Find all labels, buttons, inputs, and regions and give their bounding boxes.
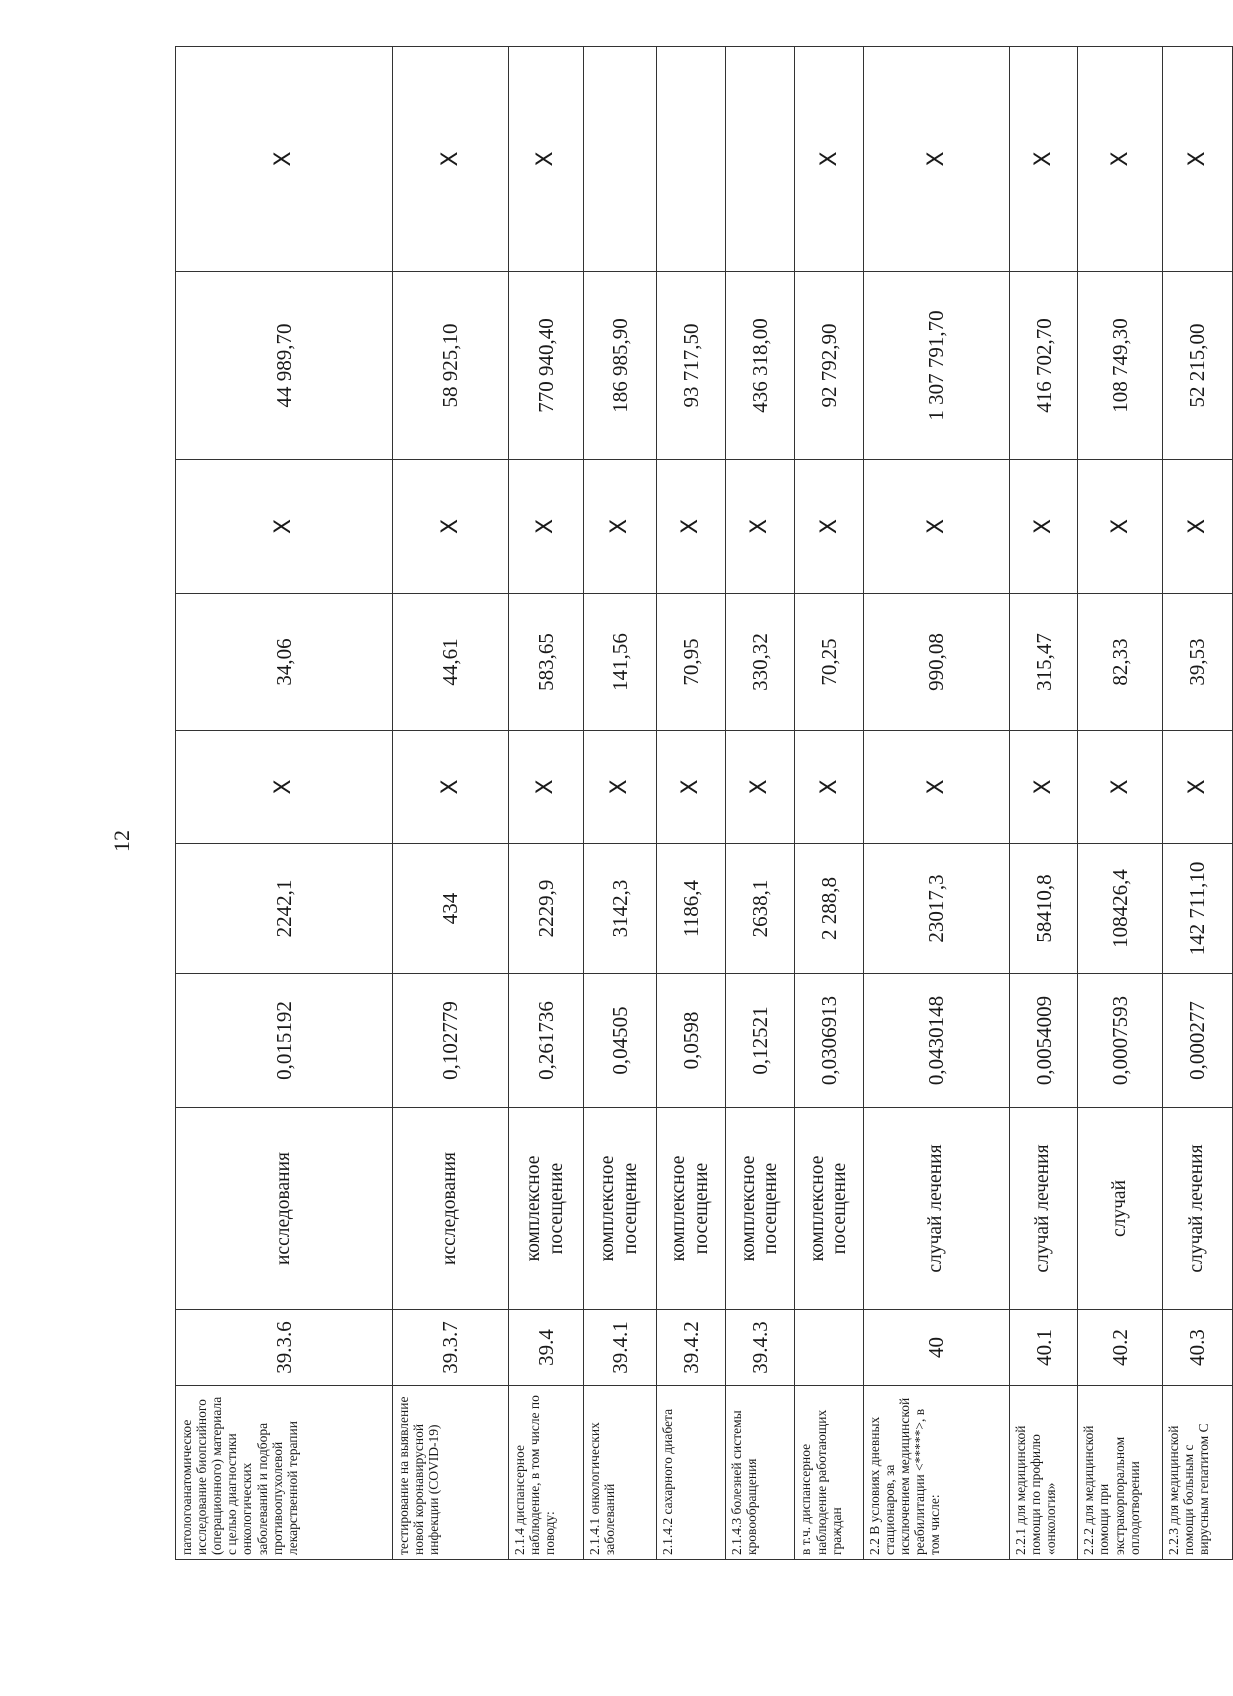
table-row <box>795 47 864 1560</box>
row-per-capita-cell: 82,33 <box>1078 594 1163 731</box>
row-col9-cell: X <box>1009 47 1078 272</box>
row-name-cell: 2.1.4.1 онкологических заболеваний <box>583 1386 657 1560</box>
row-name-cell: 2.2.1 для медицинской помощи по профилю «онкология» <box>1009 1386 1078 1560</box>
row-code-cell: 40.1 <box>1009 1310 1078 1386</box>
row-cost-norm-cell: 142 711,10 <box>1163 844 1233 974</box>
row-col7-cell: X <box>1078 460 1163 594</box>
table-row <box>863 47 1009 1560</box>
row-cost-norm-cell: 2242,1 <box>176 844 393 974</box>
row-code-cell: 39.4.1 <box>583 1310 657 1386</box>
row-code-cell <box>795 1310 864 1386</box>
row-col9-cell <box>725 47 795 272</box>
row-name-cell: тестирование на выявление новой коронавирусной инфекции (COVID-19) <box>392 1386 508 1560</box>
row-unit-cell: случай лечения <box>1163 1108 1233 1310</box>
row-per-capita-cell: 70,25 <box>795 594 864 731</box>
row-name-cell: 2.1.4.2 сахарного диабета <box>657 1386 726 1560</box>
row-total-cell: 108 749,30 <box>1078 272 1163 460</box>
row-per-capita-cell: 34,06 <box>176 594 393 731</box>
row-unit-cell: случай лечения <box>863 1108 1009 1310</box>
row-per-capita-cell: 315,47 <box>1009 594 1078 731</box>
norms-table <box>175 46 1233 1560</box>
row-cost-norm-cell: 434 <box>392 844 508 974</box>
row-total-cell: 92 792,90 <box>795 272 864 460</box>
row-col7-cell: X <box>1009 460 1078 594</box>
row-name-cell: 2.2 В условиях дневных стационаров, за исключением медицинской реабилитации <*****>, в том числе: <box>863 1386 1009 1560</box>
row-norm-volume-cell: 0,0306913 <box>795 974 864 1108</box>
row-col5-cell: X <box>863 731 1009 844</box>
row-col7-cell: X <box>1163 460 1233 594</box>
row-col5-cell: X <box>1163 731 1233 844</box>
row-code-cell: 39.3.7 <box>392 1310 508 1386</box>
row-cost-norm-cell: 23017,3 <box>863 844 1009 974</box>
row-norm-volume-cell: 0,261736 <box>508 974 583 1108</box>
row-code-cell: 39.4.2 <box>657 1310 726 1386</box>
row-col7-cell: X <box>508 460 583 594</box>
row-col5-cell: X <box>1078 731 1163 844</box>
row-col5-cell: X <box>657 731 726 844</box>
row-unit-cell: исследования <box>176 1108 393 1310</box>
row-col9-cell: X <box>392 47 508 272</box>
table-row <box>657 47 726 1560</box>
row-cost-norm-cell: 1186,4 <box>657 844 726 974</box>
row-per-capita-cell: 141,56 <box>583 594 657 731</box>
page-number: 12 <box>109 830 134 852</box>
table-row <box>508 47 583 1560</box>
row-unit-cell: комплексное посещение <box>508 1108 583 1310</box>
row-name-cell: патологоанатомическое исследование биопсийного (операционного) материала с целью диагностики онкологических заболеваний и подбора противоопухолевой лекарственной терапии <box>176 1386 393 1560</box>
row-norm-volume-cell: 0,0598 <box>657 974 726 1108</box>
row-col9-cell: X <box>1078 47 1163 272</box>
row-col5-cell: X <box>795 731 864 844</box>
row-cost-norm-cell: 58410,8 <box>1009 844 1078 974</box>
row-col9-cell <box>583 47 657 272</box>
table-row <box>392 47 508 1560</box>
row-unit-cell: комплексное посещение <box>657 1108 726 1310</box>
row-cost-norm-cell: 2 288,8 <box>795 844 864 974</box>
rotated-table-container <box>175 47 1233 1560</box>
row-per-capita-cell: 44,61 <box>392 594 508 731</box>
row-col7-cell: X <box>725 460 795 594</box>
row-col7-cell: X <box>863 460 1009 594</box>
row-name-cell: в т.ч. диспансерное наблюдение работающих граждан <box>795 1386 864 1560</box>
row-col5-cell: X <box>392 731 508 844</box>
row-col5-cell: X <box>508 731 583 844</box>
row-col5-cell: X <box>583 731 657 844</box>
row-unit-cell: исследования <box>392 1108 508 1310</box>
row-total-cell: 93 717,50 <box>657 272 726 460</box>
row-per-capita-cell: 330,32 <box>725 594 795 731</box>
row-per-capita-cell: 990,08 <box>863 594 1009 731</box>
table-body <box>176 47 1233 1560</box>
row-per-capita-cell: 583,65 <box>508 594 583 731</box>
row-col7-cell: X <box>795 460 864 594</box>
row-unit-cell: комплексное посещение <box>795 1108 864 1310</box>
row-norm-volume-cell: 0,015192 <box>176 974 393 1108</box>
row-col9-cell <box>657 47 726 272</box>
table-row <box>1009 47 1078 1560</box>
row-total-cell: 770 940,40 <box>508 272 583 460</box>
row-col7-cell: X <box>392 460 508 594</box>
row-code-cell: 39.4.3 <box>725 1310 795 1386</box>
row-norm-volume-cell: 0,000277 <box>1163 974 1233 1108</box>
table-row <box>1078 47 1163 1560</box>
row-name-cell: 2.2.2 для медицинской помощи при экстракорпоральном оплодотворении <box>1078 1386 1163 1560</box>
row-total-cell: 58 925,10 <box>392 272 508 460</box>
row-code-cell: 40.3 <box>1163 1310 1233 1386</box>
row-col9-cell: X <box>795 47 864 272</box>
row-col9-cell: X <box>1163 47 1233 272</box>
row-name-cell: 2.1.4.3 болезней системы кровообращения <box>725 1386 795 1560</box>
row-code-cell: 40 <box>863 1310 1009 1386</box>
row-norm-volume-cell: 0,0430148 <box>863 974 1009 1108</box>
row-norm-volume-cell: 0,0007593 <box>1078 974 1163 1108</box>
row-col5-cell: X <box>1009 731 1078 844</box>
row-norm-volume-cell: 0,04505 <box>583 974 657 1108</box>
row-col7-cell: X <box>657 460 726 594</box>
row-unit-cell: комплексное посещение <box>725 1108 795 1310</box>
row-unit-cell: случай <box>1078 1108 1163 1310</box>
table-row <box>583 47 657 1560</box>
row-total-cell: 436 318,00 <box>725 272 795 460</box>
table-row <box>1163 47 1233 1560</box>
row-per-capita-cell: 39,53 <box>1163 594 1233 731</box>
row-cost-norm-cell: 3142,3 <box>583 844 657 974</box>
row-norm-volume-cell: 0,12521 <box>725 974 795 1108</box>
row-total-cell: 416 702,70 <box>1009 272 1078 460</box>
row-code-cell: 40.2 <box>1078 1310 1163 1386</box>
row-cost-norm-cell: 108426,4 <box>1078 844 1163 974</box>
row-col9-cell: X <box>176 47 393 272</box>
row-total-cell: 186 985,90 <box>583 272 657 460</box>
row-total-cell: 52 215,00 <box>1163 272 1233 460</box>
row-total-cell: 44 989,70 <box>176 272 393 460</box>
row-cost-norm-cell: 2638,1 <box>725 844 795 974</box>
table-inner <box>175 47 1233 1560</box>
row-col9-cell: X <box>508 47 583 272</box>
row-col5-cell: X <box>725 731 795 844</box>
row-norm-volume-cell: 0,102779 <box>392 974 508 1108</box>
row-unit-cell: комплексное посещение <box>583 1108 657 1310</box>
row-cost-norm-cell: 2229,9 <box>508 844 583 974</box>
row-norm-volume-cell: 0,0054009 <box>1009 974 1078 1108</box>
table-row <box>725 47 795 1560</box>
row-col7-cell: X <box>176 460 393 594</box>
row-col9-cell: X <box>863 47 1009 272</box>
row-unit-cell: случай лечения <box>1009 1108 1078 1310</box>
row-col5-cell: X <box>176 731 393 844</box>
row-code-cell: 39.3.6 <box>176 1310 393 1386</box>
row-name-cell: 2.2.3 для медицинской помощи больным с вирусным гепатитом С <box>1163 1386 1233 1560</box>
row-total-cell: 1 307 791,70 <box>863 272 1009 460</box>
row-code-cell: 39.4 <box>508 1310 583 1386</box>
table-row <box>176 47 393 1560</box>
row-col7-cell: X <box>583 460 657 594</box>
row-name-cell: 2.1.4 диспансерное наблюдение, в том числе по поводу: <box>508 1386 583 1560</box>
row-per-capita-cell: 70,95 <box>657 594 726 731</box>
